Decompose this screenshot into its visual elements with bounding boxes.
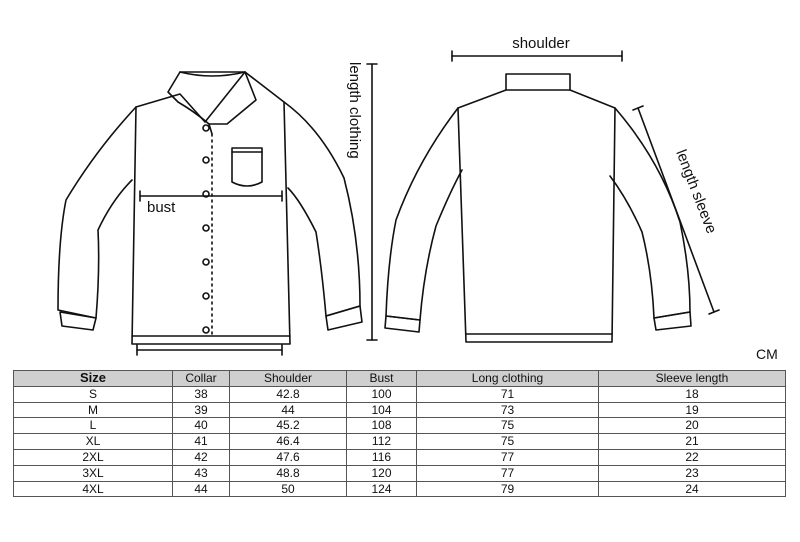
shirt-back-outline <box>385 74 691 342</box>
header-bust: Bust <box>347 371 417 387</box>
cell-shoulder: 45.2 <box>230 418 347 434</box>
cell-bust: 124 <box>347 481 417 497</box>
header-collar: Collar <box>173 371 230 387</box>
cell-long-clothing: 77 <box>417 449 599 465</box>
cell-bust: 120 <box>347 465 417 481</box>
cell-collar: 40 <box>173 418 230 434</box>
cell-sleeve-length: 21 <box>599 434 786 450</box>
cell-long-clothing: 75 <box>417 434 599 450</box>
cell-sleeve-length: 18 <box>599 386 786 402</box>
cell-bust: 108 <box>347 418 417 434</box>
cell-collar: 43 <box>173 465 230 481</box>
unit-label: CM <box>756 346 778 362</box>
header-long-clothing: Long clothing <box>417 371 599 387</box>
cell-sleeve-length: 19 <box>599 402 786 418</box>
cell-shoulder: 44 <box>230 402 347 418</box>
cell-collar: 38 <box>173 386 230 402</box>
cell-size: S <box>14 386 173 402</box>
cell-size: L <box>14 418 173 434</box>
cell-sleeve-length: 22 <box>599 449 786 465</box>
table-row <box>14 449 786 465</box>
table-row <box>14 481 786 497</box>
cell-bust: 116 <box>347 449 417 465</box>
hem-measure-line <box>137 345 282 355</box>
size-table <box>13 370 786 497</box>
cell-long-clothing: 73 <box>417 402 599 418</box>
cell-size: 3XL <box>14 465 173 481</box>
cell-collar: 39 <box>173 402 230 418</box>
cell-size: 2XL <box>14 449 173 465</box>
cell-size: XL <box>14 434 173 450</box>
shirt-buttons <box>203 125 209 333</box>
cell-sleeve-length: 24 <box>599 481 786 497</box>
shoulder-label: shoulder <box>512 35 570 52</box>
length-clothing-label: length clothing <box>346 62 363 159</box>
header-size: Size <box>14 371 173 387</box>
length-sleeve-label: length sleeve <box>672 147 720 236</box>
header-sleeve-length: Sleeve length <box>599 371 786 387</box>
cell-sleeve-length: 23 <box>599 465 786 481</box>
size-table-header <box>14 371 786 387</box>
shirt-front-outline <box>58 72 362 344</box>
cell-bust: 100 <box>347 386 417 402</box>
cell-shoulder: 42.8 <box>230 386 347 402</box>
cell-shoulder: 47.6 <box>230 449 347 465</box>
cell-shoulder: 50 <box>230 481 347 497</box>
cell-shoulder: 48.8 <box>230 465 347 481</box>
cell-sleeve-length: 20 <box>599 418 786 434</box>
length-clothing-measure-line <box>367 64 377 340</box>
header-shoulder: Shoulder <box>230 371 347 387</box>
cell-long-clothing: 79 <box>417 481 599 497</box>
shoulder-measure-line <box>452 51 622 61</box>
bust-label: bust <box>147 199 176 216</box>
cell-size: 4XL <box>14 481 173 497</box>
cell-bust: 104 <box>347 402 417 418</box>
cell-size: M <box>14 402 173 418</box>
table-row <box>14 386 786 402</box>
cell-collar: 42 <box>173 449 230 465</box>
table-row <box>14 434 786 450</box>
table-row <box>14 418 786 434</box>
cell-collar: 44 <box>173 481 230 497</box>
table-row <box>14 465 786 481</box>
cell-collar: 41 <box>173 434 230 450</box>
cell-shoulder: 46.4 <box>230 434 347 450</box>
cell-bust: 112 <box>347 434 417 450</box>
table-row <box>14 402 786 418</box>
cell-long-clothing: 77 <box>417 465 599 481</box>
cell-long-clothing: 71 <box>417 386 599 402</box>
cell-long-clothing: 75 <box>417 418 599 434</box>
